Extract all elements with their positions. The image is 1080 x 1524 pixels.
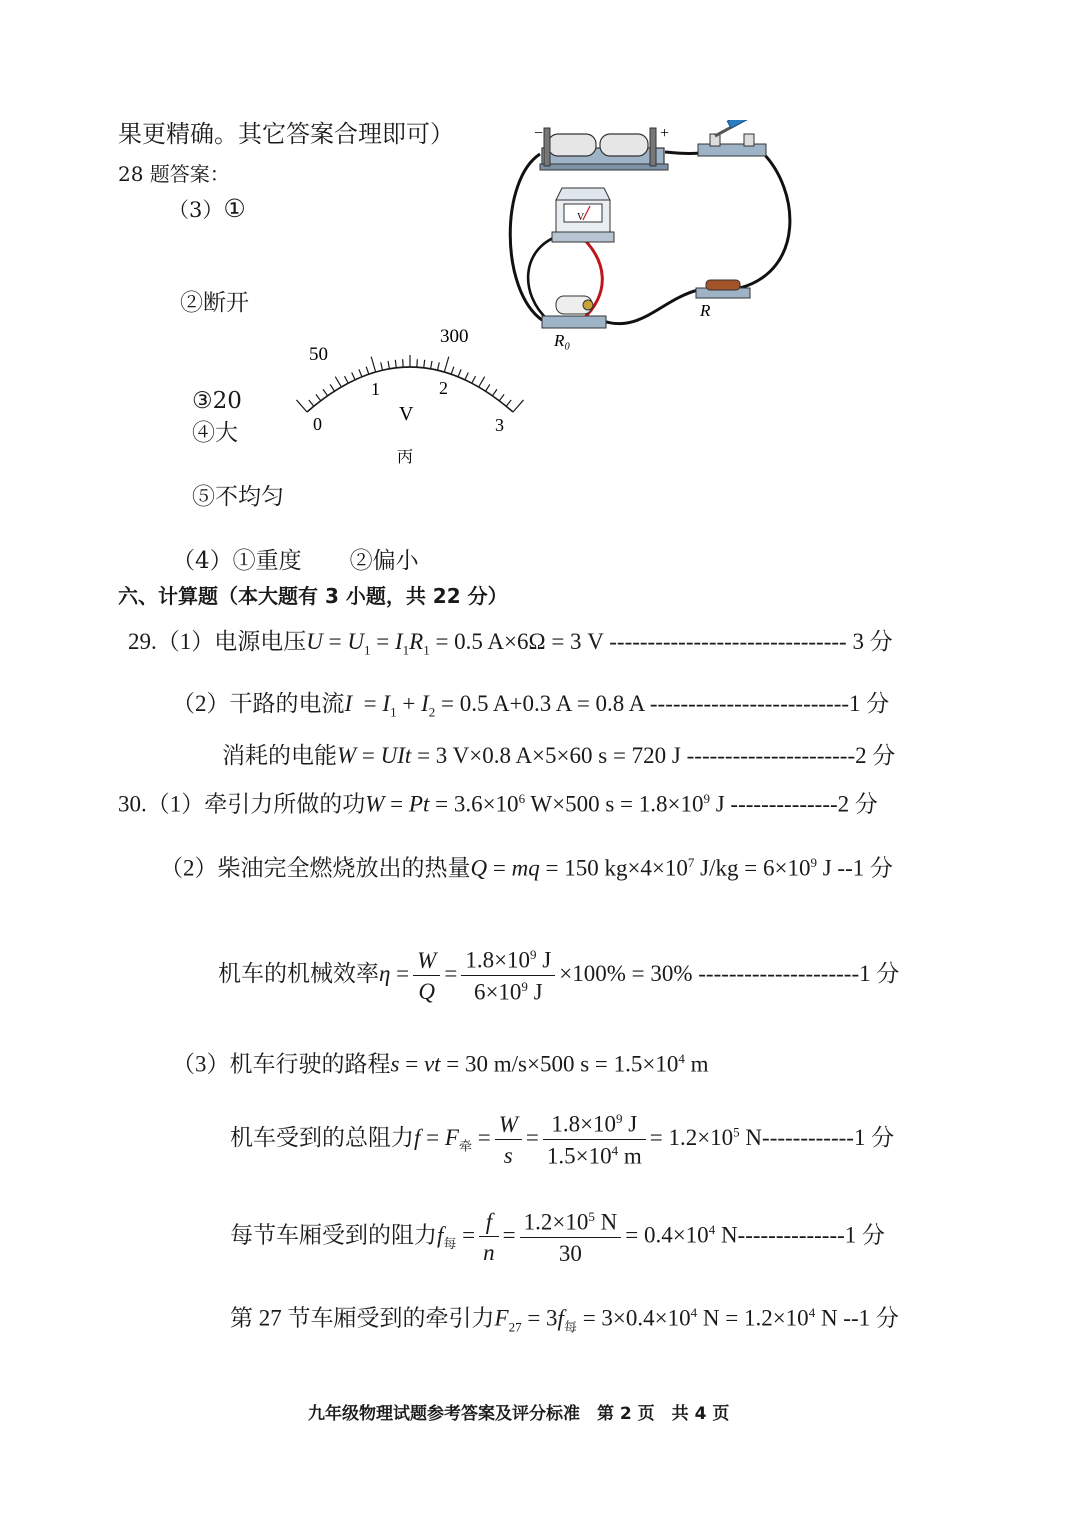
dial-label-2: 2 <box>439 378 448 398</box>
q28-part3-label: （3）① <box>168 194 246 223</box>
dial-tick <box>335 377 341 387</box>
q30-part2: （2）柴油完全燃烧放出的热量Q = mq = 150 $kg\times 4\times 10^7$ $J/kg = 6\times 10^9$ J --1 分 <box>160 855 893 881</box>
q30-total-resistance: 机车受到的总阻力$f = F_牵$ = $\frac{W}{s}$ = $\frac{1.8\times 10^9 J}{1.5\times 10^4 m}$ = $1.2\times 10^5$ N------------1 分 <box>230 1111 895 1169</box>
q29-part2: （2）干路的电流$I = I_1 + I_2 = 0.5$ A+0.3 A = 0.8 A --------------------------1 分 <box>172 691 890 720</box>
voltmeter-label: V <box>577 212 585 223</box>
dial-tick <box>465 373 468 380</box>
dial-label-3: 3 <box>495 415 504 435</box>
q28-answer-2: ②断开 <box>180 290 249 316</box>
battery-holder <box>540 128 668 170</box>
battery-minus: − <box>534 125 544 142</box>
dial-label-300: 300 <box>440 326 469 347</box>
q30-per-car-resistance: 每节车厢受到的阻力$f_每$ = $\frac{f}{n}$ = $\frac{1.2\times 10^5 N}{30}$ = $0.4\times 10^4$ N--------------1 分 <box>230 1209 886 1266</box>
page-footer: 九年级物理试题参考答案及评分标准 第 2 页 共 4 页 <box>308 1404 730 1424</box>
dial-tick <box>316 394 321 400</box>
wire-voltmeter-black <box>528 236 558 320</box>
q28-title: 28 题答案： <box>118 162 230 186</box>
continuation-text: 果更精确。其它答案合理即可） <box>118 120 454 148</box>
dial-tick <box>366 367 369 375</box>
section-heading: 六、计算题（本大题有 3 小题，共 22 分） <box>118 584 508 608</box>
dial-label-50: 50 <box>309 344 328 365</box>
dial-tick <box>371 357 375 372</box>
dial-tick <box>499 394 504 400</box>
dial-tick <box>486 384 490 391</box>
wire-battery-left <box>510 154 542 320</box>
dial-tick <box>444 357 448 372</box>
dial-tick <box>323 389 328 396</box>
dial-tick <box>431 361 432 369</box>
dial-unit: V <box>399 403 414 425</box>
dial-caption: 丙 <box>397 449 414 466</box>
q29-part3: 消耗的电能W = UIt = 3 V×0.8 A×5×60 s = 720 J ----------------------2 分 <box>222 743 896 768</box>
switch <box>698 120 766 156</box>
q28-part4: （4）①重度 ②偏小 <box>172 548 419 574</box>
dial-tick <box>359 369 362 376</box>
q28-answer-4: ④大 <box>192 420 238 446</box>
dial-tick <box>395 360 396 368</box>
dial-tick <box>506 400 511 406</box>
q28-answer-5: ⑤不均匀 <box>192 484 284 510</box>
dial-tick <box>344 376 348 383</box>
dial-tick <box>388 361 389 369</box>
wire-r-r0 <box>600 290 698 324</box>
dial-tick <box>381 362 383 370</box>
dial-tick <box>309 400 314 406</box>
dial-tick <box>352 373 355 380</box>
dial-tick <box>296 400 307 412</box>
dial-tick <box>451 367 454 375</box>
dial-tick <box>458 369 461 376</box>
battery-plus: + <box>660 125 670 142</box>
q30-part3-distance: （3）机车行驶的路程s = vt = 30 m/s×500 $s = 1.5\times 10^4$ m <box>172 1051 709 1077</box>
dial-tick <box>472 376 476 383</box>
q30-part1: 30.（1）牵引力所做的功$W = Pt = 3.6\times 10^6$ W×500 $s = 1.8\times 10^9$ J --------------2 分 <box>118 791 878 817</box>
dial-tick <box>492 389 497 396</box>
q28-answer-3: ③20 <box>192 388 242 414</box>
q30-efficiency: 机车的机械效率η = $\frac{W}{Q}$ = $\frac{1.8\times 10^9 J}{6\times 10^9 J}$ ×100% = 30% ---------------------1 分 <box>218 947 900 1005</box>
dial-tick <box>479 377 485 387</box>
q29-part1: 29.（1）电源电压$U = U_1 = I_1R_1 = 0.5$ A×6Ω = 3 V ------------------------------- 3 分 <box>128 629 893 658</box>
dial-tick <box>513 400 524 412</box>
circuit-diagram <box>500 120 800 350</box>
q30-car27-traction: 第 27 节车厢受到的牵引力$F_{27} = 3f_每 = 3\times 0.4\times 10^4$ $N = 1.2\times 10^4$ N --1 分 <box>230 1305 899 1335</box>
wire-switch-right <box>740 152 790 288</box>
dial-tick <box>424 360 425 368</box>
r-label: R <box>700 301 711 320</box>
dial-tick <box>437 362 439 370</box>
dial-tick <box>330 384 334 391</box>
resistor-r <box>696 280 750 298</box>
dial-label-0: 0 <box>313 414 322 434</box>
r0-label: R₀ <box>554 331 571 350</box>
dial-label-1: 1 <box>371 379 380 399</box>
